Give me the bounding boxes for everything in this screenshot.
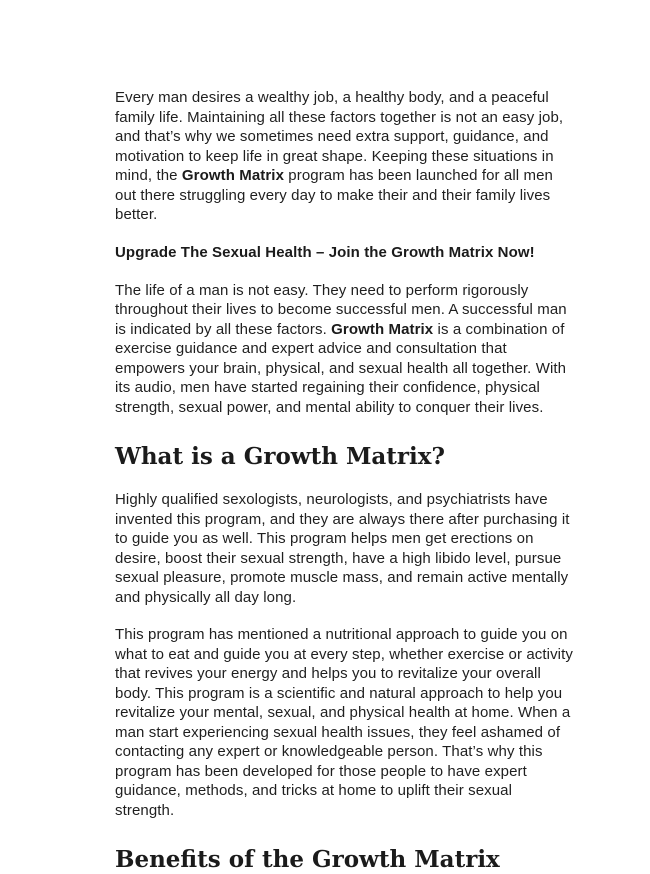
heading-benefits-of-growth-matrix: Benefits of the Growth Matrix xyxy=(115,846,500,873)
nutritional-approach-paragraph: This program has mentioned a nutritional approach to guide you on what to eat and guide you at every step, whether exercise or activity that revives your energy and helps you to revitalize your overall body. This program is a scientific and natural approach to help you revitalize your mental, sexual, and physical health at home. When a man start experiencing sexual health issues, they feel ashamed of contacting any expert or knowledgeable person. That’s why this program has been developed for those people to have expert guidance, methods, and tricks at home to uplift their sexual strength. xyxy=(115,626,573,819)
program-description-paragraph: Highly qualified sexologists, neurologists, and psychiatrists have invented this program, and they are always there after purchasing it to guide you as well. This program helps men get erections on desire, boost their sexual strength, have a high libido level, pursue sexual pleasure, promote muscle mass, and remain active mentally and physically all day long. xyxy=(115,491,570,606)
life-of-man-paragraph: The life of a man is not easy. They need to perform rigorously throughout their lives to become successful men. A successful man is indicated by all these factors. Growth Matrix is a combination of exercise guidance and expert advice and consultation that empowers your brain, physical, and sexual health all together. With its audio, men have started regaining their confidence, physical strength, sexual power, and mental ability to conquer their lives. xyxy=(115,281,567,416)
subheading-upgrade-sexual-health: Upgrade The Sexual Health – Join the Growth Matrix Now! xyxy=(115,243,535,261)
intro-paragraph: Every man desires a wealthy job, a healthy body, and a peaceful family life. Maintaining all these factors together is not an easy job, and that’s why we sometimes need extra support, guidance, and motivation to keep life in great shape. Keeping these situations in mind, the Growth Matrix program has been launched for all men out there struggling every day to make their and their family lives better. xyxy=(115,89,564,223)
heading-what-is-growth-matrix: What is a Growth Matrix? xyxy=(115,443,445,470)
